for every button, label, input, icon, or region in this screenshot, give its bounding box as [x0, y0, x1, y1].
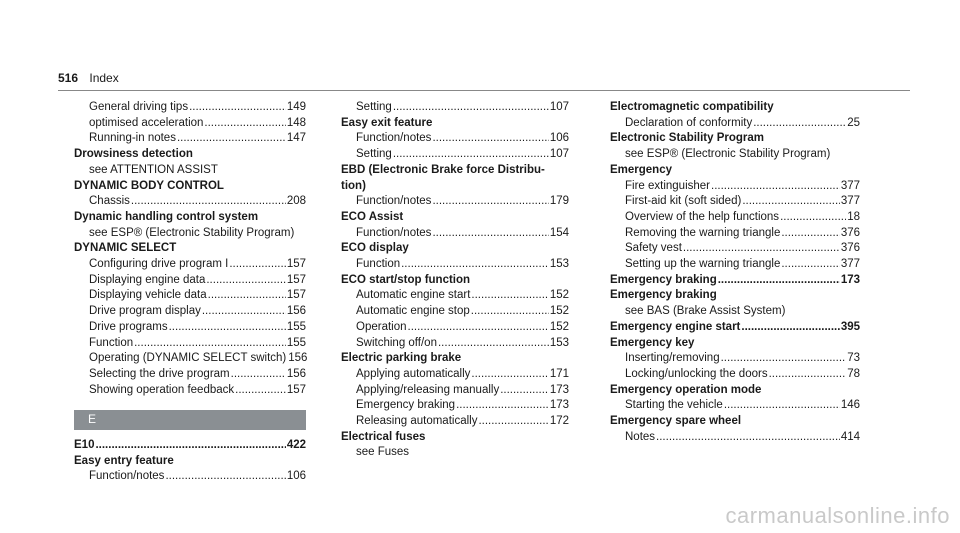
- entry-text: Emergency spare wheel: [610, 415, 742, 428]
- index-entry[interactable]: [610, 241, 860, 257]
- dot-leader: [134, 336, 286, 352]
- page-ref[interactable]: 155: [286, 320, 306, 333]
- dot-leader: [724, 398, 840, 414]
- index-entry[interactable]: [74, 288, 306, 304]
- entry-text: Displaying vehicle data: [89, 289, 207, 302]
- index-entry[interactable]: [341, 398, 569, 414]
- entry-text: Drowsiness detection: [74, 148, 193, 161]
- entry-text: Automatic engine start: [356, 289, 471, 302]
- dot-leader: [208, 288, 286, 304]
- index-entry: [610, 383, 860, 399]
- dot-leader: [393, 147, 549, 163]
- entry-text: Emergency braking: [610, 289, 717, 302]
- index-entry[interactable]: [341, 288, 569, 304]
- dot-leader: [478, 414, 548, 430]
- index-entry: [610, 304, 860, 320]
- entry-text: Function: [356, 258, 401, 271]
- index-entry: [610, 288, 860, 304]
- entry-text: Emergency operation mode: [610, 383, 762, 396]
- page-ref[interactable]: 106: [286, 470, 306, 483]
- dot-leader: [456, 398, 549, 414]
- entry-text: Locking/unlocking the doors: [625, 367, 768, 380]
- entry-text: Running-in notes: [89, 132, 176, 145]
- page-ref[interactable]: 153: [549, 336, 569, 349]
- dot-leader: [471, 304, 549, 320]
- index-entry: [74, 147, 306, 163]
- dot-leader: [471, 367, 548, 383]
- dot-leader: [438, 336, 549, 352]
- index-entry: [74, 163, 306, 179]
- dot-leader: [769, 367, 847, 383]
- dot-leader: [781, 257, 839, 273]
- entry-text: Dynamic handling control system: [74, 210, 259, 223]
- dot-leader: [231, 367, 286, 383]
- dot-leader: [169, 320, 286, 336]
- index-column-1: [74, 100, 306, 485]
- entry-text: Emergency key: [610, 336, 695, 349]
- index-column-3: [610, 100, 860, 445]
- page-ref[interactable]: 377: [840, 179, 860, 192]
- page-ref[interactable]: 154: [549, 226, 569, 239]
- index-entry: [610, 131, 860, 147]
- index-entry[interactable]: [610, 273, 860, 289]
- index-entry[interactable]: [610, 351, 860, 367]
- entry-text: Removing the warning triangle: [625, 226, 781, 239]
- page-ref[interactable]: 78: [847, 367, 860, 380]
- entry-text: Electrical fuses: [341, 430, 426, 443]
- index-entry[interactable]: [341, 194, 569, 210]
- index-entry[interactable]: [341, 383, 569, 399]
- page-ref[interactable]: 376: [840, 226, 860, 239]
- page-number: 516: [58, 71, 79, 85]
- page-ref[interactable]: 179: [549, 195, 569, 208]
- entry-text: Configuring drive program I: [89, 258, 229, 271]
- entry-text: Releasing automatically: [356, 415, 478, 428]
- entry-text: Function/notes: [356, 132, 432, 145]
- page-ref[interactable]: 147: [286, 132, 306, 145]
- index-entry[interactable]: [74, 257, 306, 273]
- dot-leader: [165, 469, 285, 485]
- entry-text: Declaration of conformity: [625, 116, 753, 129]
- entry-text: Easy entry feature: [74, 454, 174, 467]
- dot-leader: [711, 179, 840, 195]
- index-entry: [74, 210, 306, 226]
- index-entry: [74, 454, 306, 470]
- page-ref[interactable]: 377: [840, 195, 860, 208]
- index-entry: [341, 273, 569, 289]
- index-entry[interactable]: [341, 320, 569, 336]
- dot-leader: [432, 226, 548, 242]
- entry-text: Selecting the drive program: [89, 367, 230, 380]
- index-entry: [341, 241, 569, 257]
- index-column-2: [341, 100, 569, 461]
- index-entry[interactable]: [341, 100, 569, 116]
- section-letter: E: [88, 412, 97, 427]
- page-ref[interactable]: 173: [549, 399, 569, 412]
- entry-text: EBD (Electronic Brake force Distribu-: [341, 163, 545, 176]
- page-ref[interactable]: 157: [286, 383, 306, 396]
- entry-text: optimised acceleration: [89, 116, 204, 129]
- entry-text: Inserting/removing: [625, 352, 720, 365]
- entry-text: Emergency: [610, 163, 673, 176]
- index-entry: [74, 226, 306, 242]
- page-ref[interactable]: 173: [549, 383, 569, 396]
- index-entry: [74, 241, 306, 257]
- index-entry: [341, 163, 569, 179]
- dot-leader: [229, 257, 285, 273]
- index-entry: [341, 351, 569, 367]
- page-ref[interactable]: 422: [286, 439, 306, 452]
- dot-leader: [401, 257, 549, 273]
- index-entry[interactable]: [610, 430, 860, 446]
- page-ref[interactable]: 414: [840, 430, 860, 443]
- page-ref[interactable]: 146: [840, 399, 860, 412]
- entry-text: Electric parking brake: [341, 352, 462, 365]
- index-entry[interactable]: [74, 438, 306, 454]
- entry-text: see BAS (Brake Assist System): [625, 305, 786, 318]
- index-entry[interactable]: [341, 147, 569, 163]
- entry-text: Notes: [625, 430, 656, 443]
- index-entry[interactable]: [610, 367, 860, 383]
- page-ref[interactable]: 153: [549, 258, 569, 271]
- index-entry[interactable]: [341, 131, 569, 147]
- page-title: Index: [89, 71, 119, 85]
- entry-text: Electromagnetic compatibility: [610, 101, 774, 113]
- index-entry: [610, 163, 860, 179]
- index-entry[interactable]: [74, 336, 306, 352]
- entry-text: Fire extinguisher: [625, 179, 711, 192]
- page-ref[interactable]: 395: [840, 320, 860, 333]
- dot-leader: [177, 131, 286, 147]
- entry-text: General driving tips: [89, 101, 189, 113]
- index-entry[interactable]: [341, 336, 569, 352]
- entry-text: ECO display: [341, 242, 409, 255]
- dot-leader: [683, 241, 840, 257]
- page-header: [58, 71, 119, 85]
- index-entry[interactable]: [74, 194, 306, 210]
- entry-text: DYNAMIC BODY CONTROL: [74, 179, 224, 192]
- entry-text: Function/notes: [356, 226, 432, 239]
- page-ref[interactable]: 208: [286, 195, 306, 208]
- dot-leader: [753, 116, 846, 132]
- index-entry[interactable]: [74, 131, 306, 147]
- page-ref[interactable]: 18: [847, 210, 860, 223]
- entry-text: ECO start/stop function: [341, 273, 471, 286]
- page-ref[interactable]: 156: [286, 305, 306, 318]
- dot-leader: [206, 273, 285, 289]
- page-ref[interactable]: 152: [549, 305, 569, 318]
- entry-text: Displaying engine data: [89, 273, 206, 286]
- page-ref[interactable]: 173: [840, 273, 860, 286]
- watermark: carmanualsonline.info: [725, 503, 950, 528]
- index-entry[interactable]: [341, 304, 569, 320]
- entry-text: Starting the vehicle: [625, 399, 723, 412]
- index-entry[interactable]: [610, 257, 860, 273]
- index-entry[interactable]: [610, 398, 860, 414]
- page-ref[interactable]: 25: [847, 116, 860, 129]
- entry-text: ECO Assist: [341, 210, 404, 223]
- entry-text: Operating (DYNAMIC SELECT switch): [89, 352, 287, 365]
- entry-text: Setting: [356, 148, 392, 161]
- entry-text: see ATTENTION ASSIST: [89, 163, 218, 176]
- dot-leader: [721, 351, 847, 367]
- entry-text: Emergency braking: [356, 399, 456, 412]
- entry-text: Automatic engine stop: [356, 305, 470, 318]
- dot-leader: [471, 288, 548, 304]
- page-ref[interactable]: 376: [840, 242, 860, 255]
- dot-leader: [718, 273, 840, 289]
- index-entry[interactable]: [610, 179, 860, 195]
- dot-leader: [500, 383, 549, 399]
- header-divider: [58, 90, 910, 91]
- page-ref[interactable]: 171: [549, 367, 569, 380]
- entry-text: Drive programs: [89, 320, 168, 333]
- entry-text: Setting: [356, 101, 392, 113]
- entry-text: Operation: [356, 320, 407, 333]
- page-ref[interactable]: 152: [549, 320, 569, 333]
- column-1-section-entries: [74, 438, 306, 485]
- entry-text: Chassis: [89, 195, 130, 208]
- entry-text: Setting up the warning triangle: [625, 258, 781, 271]
- dot-leader: [393, 100, 549, 116]
- entry-text: First-aid kit (soft sided): [625, 195, 742, 208]
- entry-text: see ESP® (Electronic Stability Program): [89, 226, 295, 239]
- page-ref[interactable]: 152: [549, 289, 569, 302]
- entry-text: E10: [74, 439, 95, 452]
- index-entry[interactable]: [341, 414, 569, 430]
- index-entry[interactable]: [610, 226, 860, 242]
- entry-text: Emergency braking: [610, 273, 717, 286]
- entry-text: DYNAMIC SELECT: [74, 242, 177, 255]
- page-ref[interactable]: 157: [286, 273, 306, 286]
- index-entry: [610, 100, 860, 116]
- page-ref[interactable]: 156: [286, 367, 306, 380]
- dot-leader: [742, 194, 840, 210]
- index-entry[interactable]: [341, 257, 569, 273]
- entry-text: Showing operation feedback: [89, 383, 235, 396]
- page-ref[interactable]: 106: [549, 132, 569, 145]
- entry-text: Drive program display: [89, 305, 201, 318]
- index-entry[interactable]: [74, 367, 306, 383]
- column-1-entries: [74, 100, 306, 398]
- dot-leader: [432, 131, 548, 147]
- index-entry[interactable]: [341, 226, 569, 242]
- index-entry: [610, 414, 860, 430]
- dot-leader: [131, 194, 286, 210]
- page-ref[interactable]: 73: [847, 352, 860, 365]
- dot-leader: [202, 304, 286, 320]
- entry-text: Function/notes: [89, 470, 165, 483]
- entry-text: see ESP® (Electronic Stability Program): [625, 148, 831, 161]
- entry-text: tion): [341, 179, 366, 192]
- dot-leader: [741, 320, 839, 336]
- page-ref[interactable]: 155: [286, 336, 306, 349]
- dot-leader: [781, 226, 839, 242]
- index-entry[interactable]: [74, 304, 306, 320]
- index-entry[interactable]: [610, 116, 860, 132]
- entry-text: Function/notes: [356, 195, 432, 208]
- index-entry[interactable]: [74, 273, 306, 289]
- entry-text: Easy exit feature: [341, 116, 433, 129]
- entry-text: Applying automatically: [356, 367, 471, 380]
- index-entry[interactable]: [74, 383, 306, 399]
- index-entry: [341, 179, 569, 195]
- entry-text: see Fuses: [356, 446, 410, 459]
- entry-text: Overview of the help functions: [625, 210, 780, 223]
- entry-text: Function: [89, 336, 134, 349]
- index-entry[interactable]: [341, 367, 569, 383]
- dot-leader: [95, 438, 285, 454]
- entry-text: Safety vest: [625, 242, 682, 255]
- page-ref[interactable]: 377: [840, 258, 860, 271]
- index-entry: [610, 336, 860, 352]
- index-entry: [610, 147, 860, 163]
- index-entry[interactable]: [74, 469, 306, 485]
- dot-leader: [780, 210, 846, 226]
- page-ref[interactable]: 172: [549, 415, 569, 428]
- index-entry[interactable]: [610, 210, 860, 226]
- index-entry: [341, 116, 569, 132]
- index-entry: [341, 430, 569, 446]
- dot-leader: [656, 430, 840, 446]
- section-letter-bar: [74, 410, 306, 430]
- entry-text: Applying/releasing manually: [356, 383, 500, 396]
- page-ref[interactable]: 107: [549, 101, 569, 113]
- index-entry: [74, 179, 306, 195]
- index-entry[interactable]: [74, 116, 306, 132]
- page-ref[interactable]: 157: [286, 258, 306, 271]
- index-entry: [341, 210, 569, 226]
- dot-leader: [189, 100, 286, 116]
- entry-text: Switching off/on: [356, 336, 437, 349]
- page-ref[interactable]: 157: [286, 289, 306, 302]
- index-entry[interactable]: [610, 194, 860, 210]
- index-entry[interactable]: [74, 320, 306, 336]
- entry-text: Emergency engine start: [610, 320, 741, 333]
- entry-text: Electronic Stability Program: [610, 132, 765, 145]
- index-entry[interactable]: [610, 320, 860, 336]
- page-ref[interactable]: 107: [549, 148, 569, 161]
- index-entry: [341, 445, 569, 461]
- dot-leader: [408, 320, 549, 336]
- page-ref[interactable]: 148: [286, 116, 306, 129]
- dot-leader: [432, 194, 548, 210]
- index-entry[interactable]: [74, 351, 306, 367]
- page-ref[interactable]: 156: [288, 352, 308, 365]
- page-ref[interactable]: 149: [286, 101, 306, 113]
- dot-leader: [204, 116, 285, 132]
- dot-leader: [235, 383, 286, 399]
- index-entry[interactable]: [74, 100, 306, 116]
